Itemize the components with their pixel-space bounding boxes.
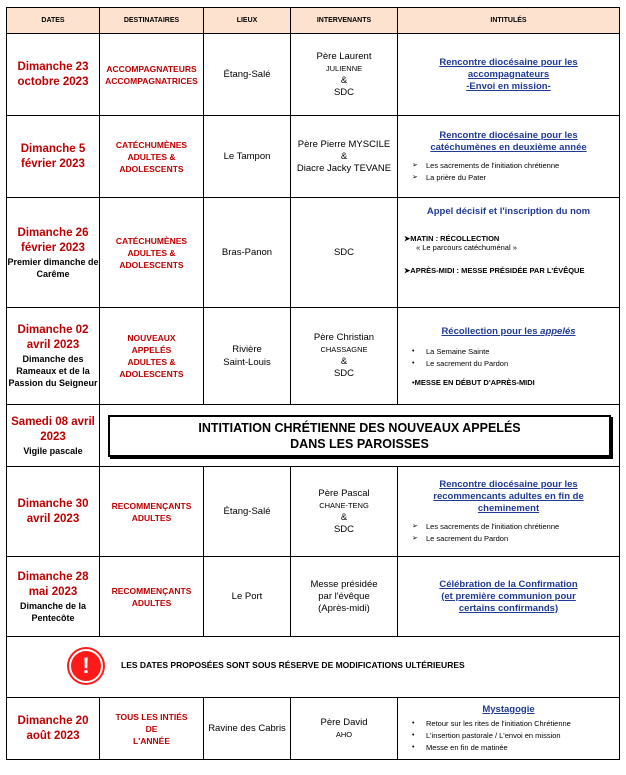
lieu-cell: Ravine des Cabris — [204, 698, 291, 760]
dot-bullet-icon: • — [412, 731, 415, 739]
intitule-title: (et première communion pour — [441, 590, 576, 602]
interv-cell — [291, 698, 398, 760]
table-row — [7, 405, 620, 467]
header-intervenants: INTERVENANTS — [291, 8, 398, 34]
lieu-cell: Le Tampon — [204, 116, 291, 198]
interv-line: (Après-midi) — [318, 602, 370, 614]
table-row — [7, 467, 620, 557]
date-cell — [7, 198, 100, 308]
list-item: • L'insertion pastorale / L'envoi en mission — [412, 730, 561, 740]
intitule-cell — [398, 557, 620, 637]
interv-line: Diacre Jacky TEVANE — [296, 162, 392, 174]
dest-line: L'ANNÉE — [133, 735, 170, 746]
intitule-title: -Envoi en mission- — [466, 80, 551, 92]
date-cell — [7, 405, 100, 467]
list-item: • Le sacrement du Pardon — [412, 358, 509, 368]
date-subtitle: Dimanche de la Pentecôte — [19, 600, 87, 623]
dest-cell — [100, 467, 204, 557]
interv-line: par l'évêque — [318, 590, 370, 602]
date-text: Samedi 08 avril 2023 — [11, 415, 95, 443]
banner-cell — [100, 405, 620, 467]
lieu-cell: Étang-Salé — [204, 467, 291, 557]
interv-line: & — [340, 511, 348, 523]
schedule-table — [6, 7, 620, 760]
dot-bullet-icon: • — [412, 719, 415, 727]
dest-line: ACCOMPAGNATRICES — [105, 75, 198, 86]
dest-cell — [100, 557, 204, 637]
dot-bullet-icon: • — [412, 743, 415, 751]
interv-line: & — [340, 150, 348, 162]
date-text: Dimanche 02 avril 2023 — [17, 324, 89, 351]
dest-line: CATÉCHUMÈNES — [115, 139, 188, 150]
interv-line: Messe présidée — [310, 578, 378, 590]
apm-line: ➤APRÈS-MIDI : MESSE PRÉSIDÉE PAR L'ÉVÊQUE — [404, 266, 585, 275]
notice — [7, 637, 619, 697]
dest-cell — [100, 198, 204, 308]
list-item: • La Semaine Sainte — [412, 346, 490, 356]
list-item: • Messe en fin de matinée — [412, 742, 508, 752]
date-cell: Dimanche 23 octobre 2023 — [7, 34, 100, 116]
warning-icon: ! — [69, 649, 103, 683]
interv-cell — [291, 467, 398, 557]
lieu-cell — [204, 308, 291, 405]
header-row — [7, 8, 620, 34]
interv-cell: SDC — [291, 198, 398, 308]
interv-line: CHANE-TENG — [319, 500, 369, 510]
dest-cell — [100, 698, 204, 760]
dest-line: TOUS LES INTIÉS — [115, 711, 188, 722]
interv-line: CHASSAGNE — [320, 345, 368, 354]
notice-row — [7, 637, 620, 698]
arrow-bullet-icon: ➢ — [412, 522, 418, 530]
dot-bullet-icon: • — [412, 377, 415, 387]
interv-line: & — [340, 74, 348, 86]
header-intitules: INTITULÉS — [398, 8, 620, 34]
intitule-cell — [398, 34, 620, 116]
intitule-title: catéchumènes en deuxième année — [430, 141, 587, 153]
interv-line: SDC — [333, 368, 355, 379]
interv-cell — [291, 34, 398, 116]
interv-line: Père Laurent — [316, 50, 372, 62]
dest-line: APPELÉS — [131, 345, 172, 355]
interv-line: SDC — [333, 86, 355, 98]
date-subtitle: Dimanche des Rameaux et de la Passion du Seigneur — [8, 354, 98, 388]
interv-cell — [291, 116, 398, 198]
table-row — [7, 116, 620, 198]
intitule-title: cheminement — [477, 502, 540, 514]
dest-line: ADOLESCENTS — [119, 163, 184, 174]
lieu-cell: Le Port — [204, 557, 291, 637]
dest-line: ADULTES — [131, 512, 172, 523]
table-row — [7, 198, 620, 308]
list-item: ➢ La prière du Pater — [412, 172, 487, 182]
intitule-title: Rencontre diocésaine pour les — [439, 56, 578, 68]
arrow-bullet-icon: ➢ — [412, 534, 418, 542]
lieu-cell: Bras-Panon — [204, 198, 291, 308]
dest-line: ADOLESCENTS — [119, 369, 184, 379]
interv-line: Père David — [320, 716, 368, 728]
intitule-cell — [398, 198, 620, 308]
date-text: Dimanche 28 mai 2023 — [17, 570, 89, 598]
date-subtitle: Vigile pascale — [23, 445, 83, 456]
date-cell: Dimanche 5 février 2023 — [7, 116, 100, 198]
dest-line: ADULTES & — [127, 247, 176, 258]
bullet-list — [412, 160, 613, 184]
table-row — [7, 308, 620, 405]
intitule-title: Rencontre diocésaine pour les — [439, 129, 578, 141]
lieu-line: Rivière — [232, 344, 262, 355]
intitule-cell — [398, 467, 620, 557]
dest-line: ADULTES & — [127, 357, 176, 367]
dest-cell — [100, 116, 204, 198]
matin-line: ➤MATIN : RÉCOLLECTION — [404, 234, 500, 243]
lieu-cell: Étang-Salé — [204, 34, 291, 116]
dest-cell — [100, 34, 204, 116]
extra-line: •MESSE EN DÉBUT D'APRÈS-MIDI — [412, 377, 535, 387]
date-cell — [7, 557, 100, 637]
intitule-cell — [398, 698, 620, 760]
interv-line: & — [340, 356, 348, 367]
intitule-title: accompagnateurs — [467, 68, 550, 80]
bullet-list — [412, 521, 613, 545]
arrow-bullet-icon: ➢ — [412, 173, 418, 181]
date-cell: Dimanche 30 avril 2023 — [7, 467, 100, 557]
intitule-cell — [398, 308, 620, 405]
dest-line: ADULTES — [131, 597, 172, 608]
notice-cell — [7, 637, 620, 698]
intitule-title: Appel décisif et l'inscription du nom — [426, 206, 591, 217]
intitule-title: certains confirmands) — [458, 602, 559, 614]
date-cell: Dimanche 20 août 2023 — [7, 698, 100, 760]
list-item: • Retour sur les rites de l'initiation Chrétienne — [412, 718, 571, 728]
intitule-title: recommencants adultes en fin de — [433, 490, 584, 502]
dest-line: CATÉCHUMÈNES — [115, 235, 188, 246]
arrow-bullet-icon: ➤ — [404, 234, 411, 243]
dest-line: RECOMMENÇANTS — [111, 585, 192, 596]
bullet-list — [412, 718, 613, 754]
banner — [108, 415, 611, 457]
banner-line: INTITIATION CHRÉTIENNE DES NOUVEAUX APPELÉS — [198, 420, 521, 435]
list-item: ➢ Le sacrement du Pardon — [412, 533, 509, 543]
table-row — [7, 34, 620, 116]
notice-text: LES DATES PROPOSÉES SONT SOUS RÉSERVE DE MODIFICATIONS ULTÉRIEURES — [121, 660, 465, 670]
arrow-bullet-icon: ➤ — [404, 266, 411, 275]
interv-line: SDC — [333, 523, 355, 535]
dest-line: RECOMMENÇANTS — [111, 500, 192, 511]
date-text: Dimanche 26 février 2023 — [17, 226, 89, 254]
interv-line: Père Christian — [313, 332, 375, 343]
header-lieux: LIEUX — [204, 8, 291, 34]
intitule-title: Mystagogie — [482, 703, 535, 715]
dest-line: DE — [145, 723, 158, 734]
header-destinataires: DESTINATAIRES — [100, 8, 204, 34]
dot-bullet-icon: • — [412, 347, 415, 355]
interv-cell — [291, 308, 398, 405]
header-dates: DATES — [7, 8, 100, 34]
dest-cell — [100, 308, 204, 405]
table-row — [7, 557, 620, 637]
bullet-list — [412, 346, 613, 370]
date-subtitle: Premier dimanche de Carême — [7, 256, 99, 279]
interv-line: AHO — [335, 729, 353, 739]
intitule-cell — [398, 116, 620, 198]
arrow-bullet-icon: ➢ — [412, 161, 418, 169]
dot-bullet-icon: • — [412, 359, 415, 367]
interv-line: Père Pascal — [318, 487, 370, 499]
dest-line: NOUVEAUX — [127, 333, 176, 343]
list-item: ➢ Les sacrements de l'initiation chrétienne — [412, 160, 560, 170]
list-item: ➢ Les sacrements de l'initiation chrétienne — [412, 521, 560, 531]
dest-line: ACCOMPAGNATEURS — [106, 63, 197, 74]
table-row — [7, 698, 620, 760]
interv-line: Père Pierre MYSCILE — [297, 138, 391, 150]
lieu-line: Saint-Louis — [223, 357, 271, 368]
intitule-title: Récollection pour les appelés — [441, 325, 576, 337]
dest-line: ADULTES & — [127, 151, 176, 162]
interv-cell — [291, 557, 398, 637]
intitule-title: Célébration de la Confirmation — [439, 578, 578, 590]
dest-line: ADOLESCENTS — [119, 259, 184, 270]
intitule-title: Rencontre diocésaine pour les — [439, 478, 578, 490]
matin-subtitle: « Le parcours catéchuménal » — [416, 243, 517, 252]
interv-line: JULIENNE — [325, 63, 363, 73]
date-cell — [7, 308, 100, 405]
banner-line: DANS LES PAROISSES — [290, 436, 429, 451]
